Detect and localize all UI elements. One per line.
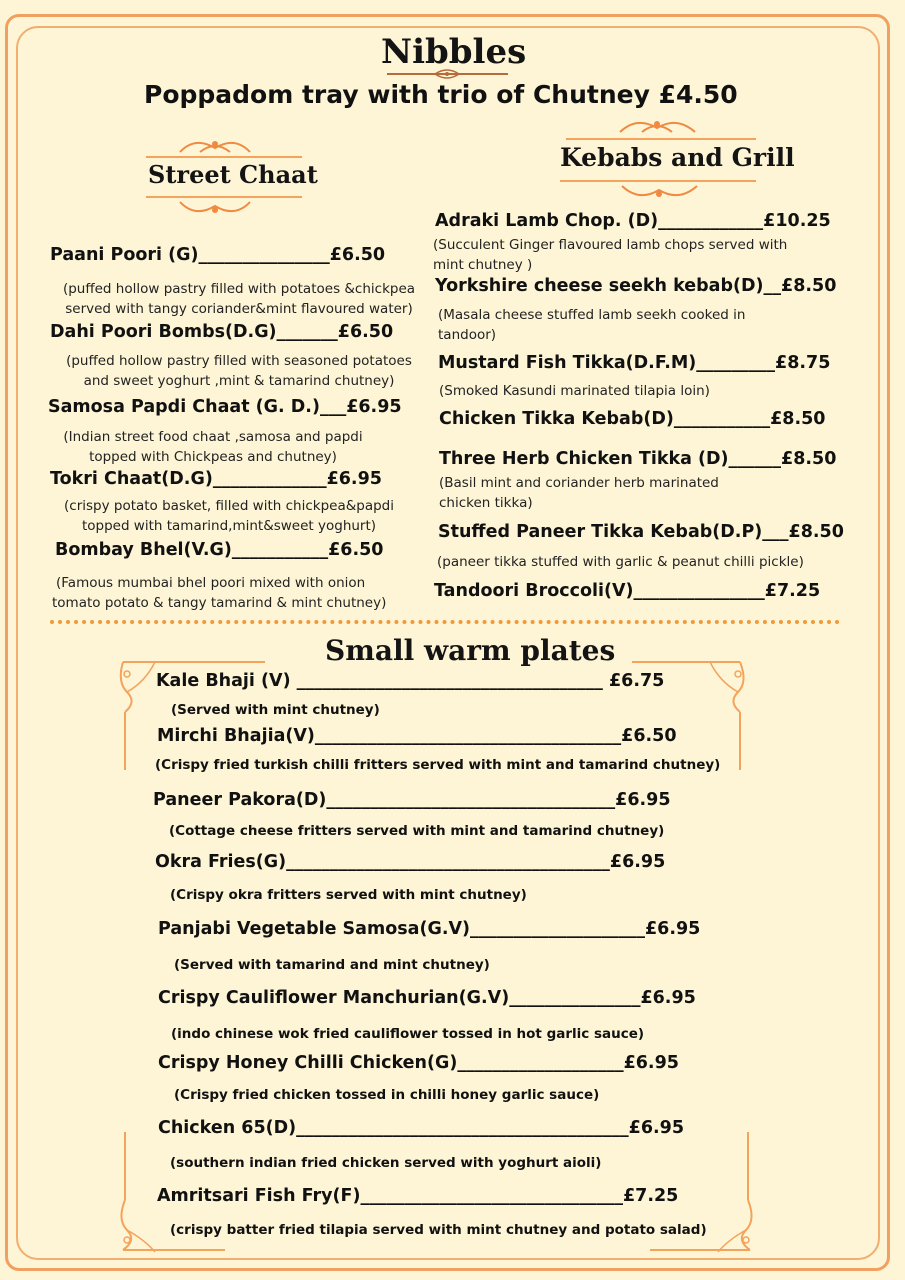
menu-item-name: Bombay Bhel(V.G)___________£6.50 [55,540,384,560]
menu-item-desc: (southern indian fried chicken served with yoghurt aioli) [170,1155,602,1171]
kebabs-title: Kebabs and Grill [560,143,795,172]
street-chaat-title: Street Chaat [148,160,318,189]
menu-item-name: Chicken 65(D)______________________________________£6.95 [158,1118,684,1138]
desc-line: and sweet yoghurt ,mint & tamarind chutney) [83,373,395,389]
poppadom-line: Poppadom tray with trio of Chutney £4.50 [144,80,738,109]
desc-line: topped with tamarind,mint&sweet yoghurt) [81,518,377,534]
menu-item-name: Chicken Tikka Kebab(D)___________£8.50 [439,409,826,429]
ornament-top-icon [170,134,260,158]
desc-line: mint chutney ) [433,257,533,273]
menu-item-name: Mirchi Bhajia(V)___________________________________£6.50 [157,726,677,746]
menu-item-name: Paani Poori (G)_______________£6.50 [50,245,386,265]
desc-line: tandoor) [438,327,497,343]
desc-line: served with tangy coriander&mint flavoured water) [65,301,413,317]
corner-ornament-right-icon [630,652,750,772]
menu-item-desc: (Cottage cheese fritters served with mint and tamarind chutney) [169,823,665,839]
desc-line: (Basil mint and coriander herb marinated [439,475,719,491]
desc-line: (Succulent Ginger flavoured lamb chops served with [433,237,788,253]
menu-item-name: Yorkshire cheese seekh kebab(D)__£8.50 [435,276,837,296]
desc-line: topped with Chickpeas and chutney) [89,449,337,465]
menu-item-name: Panjabi Vegetable Samosa(G.V)____________________£6.95 [158,919,701,939]
menu-item-name: Kale Bhaji (V) ___________________________________ £6.75 [156,671,665,691]
menu-item-name: Okra Fries(G)_____________________________________£6.95 [155,852,666,872]
desc-line: (crispy potato basket, filled with chickpea&papdi [64,498,394,514]
menu-item-name: Tokri Chaat(D.G)_____________£6.95 [50,469,382,489]
desc-line: (Indian street food chaat ,samosa and papdi [63,429,363,445]
menu-item-desc [48,351,430,391]
desc-line: chicken tikka) [439,495,533,511]
menu-item-name: Crispy Cauliflower Manchurian(G.V)_______________£6.95 [158,988,696,1008]
menu-item-desc [50,496,408,536]
small-plates-title: Small warm plates [325,634,616,667]
nibbles-title: Nibbles [381,32,527,72]
menu-item-desc: (indo chinese wok fried cauliflower tossed in hot garlic sauce) [171,1026,645,1042]
menu-item-name: Samosa Papdi Chaat (G. D.)___£6.95 [48,397,402,417]
menu-item-desc: (Served with mint chutney) [171,702,380,718]
menu-item-desc [438,305,745,345]
menu-item-desc [48,427,378,467]
menu-item-name: Mustard Fish Tikka(D.F.M)_________£8.75 [438,353,831,373]
desc-line: (paneer tikka stuffed with garlic & peanut chilli pickle) [437,554,804,570]
desc-line: (Masala cheese stuffed lamb seekh cooked in [438,307,746,323]
menu-item-name: Dahi Poori Bombs(D.G)_______£6.50 [50,322,394,342]
menu-item-desc [437,552,804,572]
menu-item-name: Tandoori Broccoli(V)_______________£7.25 [434,581,821,601]
desc-line: (puffed hollow pastry filled with potatoes &chickpea [62,281,416,297]
menu-item-desc: (Crispy fried turkish chilli fritters served with mint and tamarind chutney) [155,757,721,773]
desc-line: (Smoked Kasundi marinated tilapia loin) [439,383,710,399]
menu-item-name: Adraki Lamb Chop. (D)____________£10.25 [435,211,831,231]
menu-item-name: Paneer Pakora(D)_________________________________£6.95 [153,790,671,810]
menu-item-name: Crispy Honey Chilli Chicken(G)___________________£6.95 [158,1053,679,1073]
menu-item-desc [52,573,422,613]
menu-item-name: Three Herb Chicken Tikka (D)______£8.50 [439,449,837,469]
menu-item-name: Amritsari Fish Fry(F)______________________________£7.25 [157,1186,679,1206]
menu-item-desc [439,473,719,513]
menu-item-desc [439,381,710,401]
menu-item-desc [433,235,787,275]
menu-item-desc: (crispy batter fried tilapia served with mint chutney and potato salad) [170,1222,707,1238]
menu-item-desc [48,279,430,319]
ornament-bottom-icon [170,198,260,220]
menu-item-desc: (Crispy fried chicken tossed in chilli honey garlic sauce) [174,1087,600,1103]
ornament-top-icon [610,114,705,138]
desc-line: (puffed hollow pastry filled with seasoned potatoes [66,353,412,369]
menu-item-desc: (Crispy okra fritters served with mint chutney) [170,887,527,903]
divider [146,156,302,158]
desc-line: (Famous mumbai bhel poori mixed with onion [56,575,366,591]
desc-line: tomato potato & tangy tamarind & mint chutney) [52,595,387,611]
menu-item-name: Stuffed Paneer Tikka Kebab(D.P)___£8.50 [438,522,844,542]
ornament-bottom-icon [612,182,707,206]
section-separator [50,620,840,624]
divider [566,138,756,140]
menu-item-desc: (Served with tamarind and mint chutney) [174,957,490,973]
